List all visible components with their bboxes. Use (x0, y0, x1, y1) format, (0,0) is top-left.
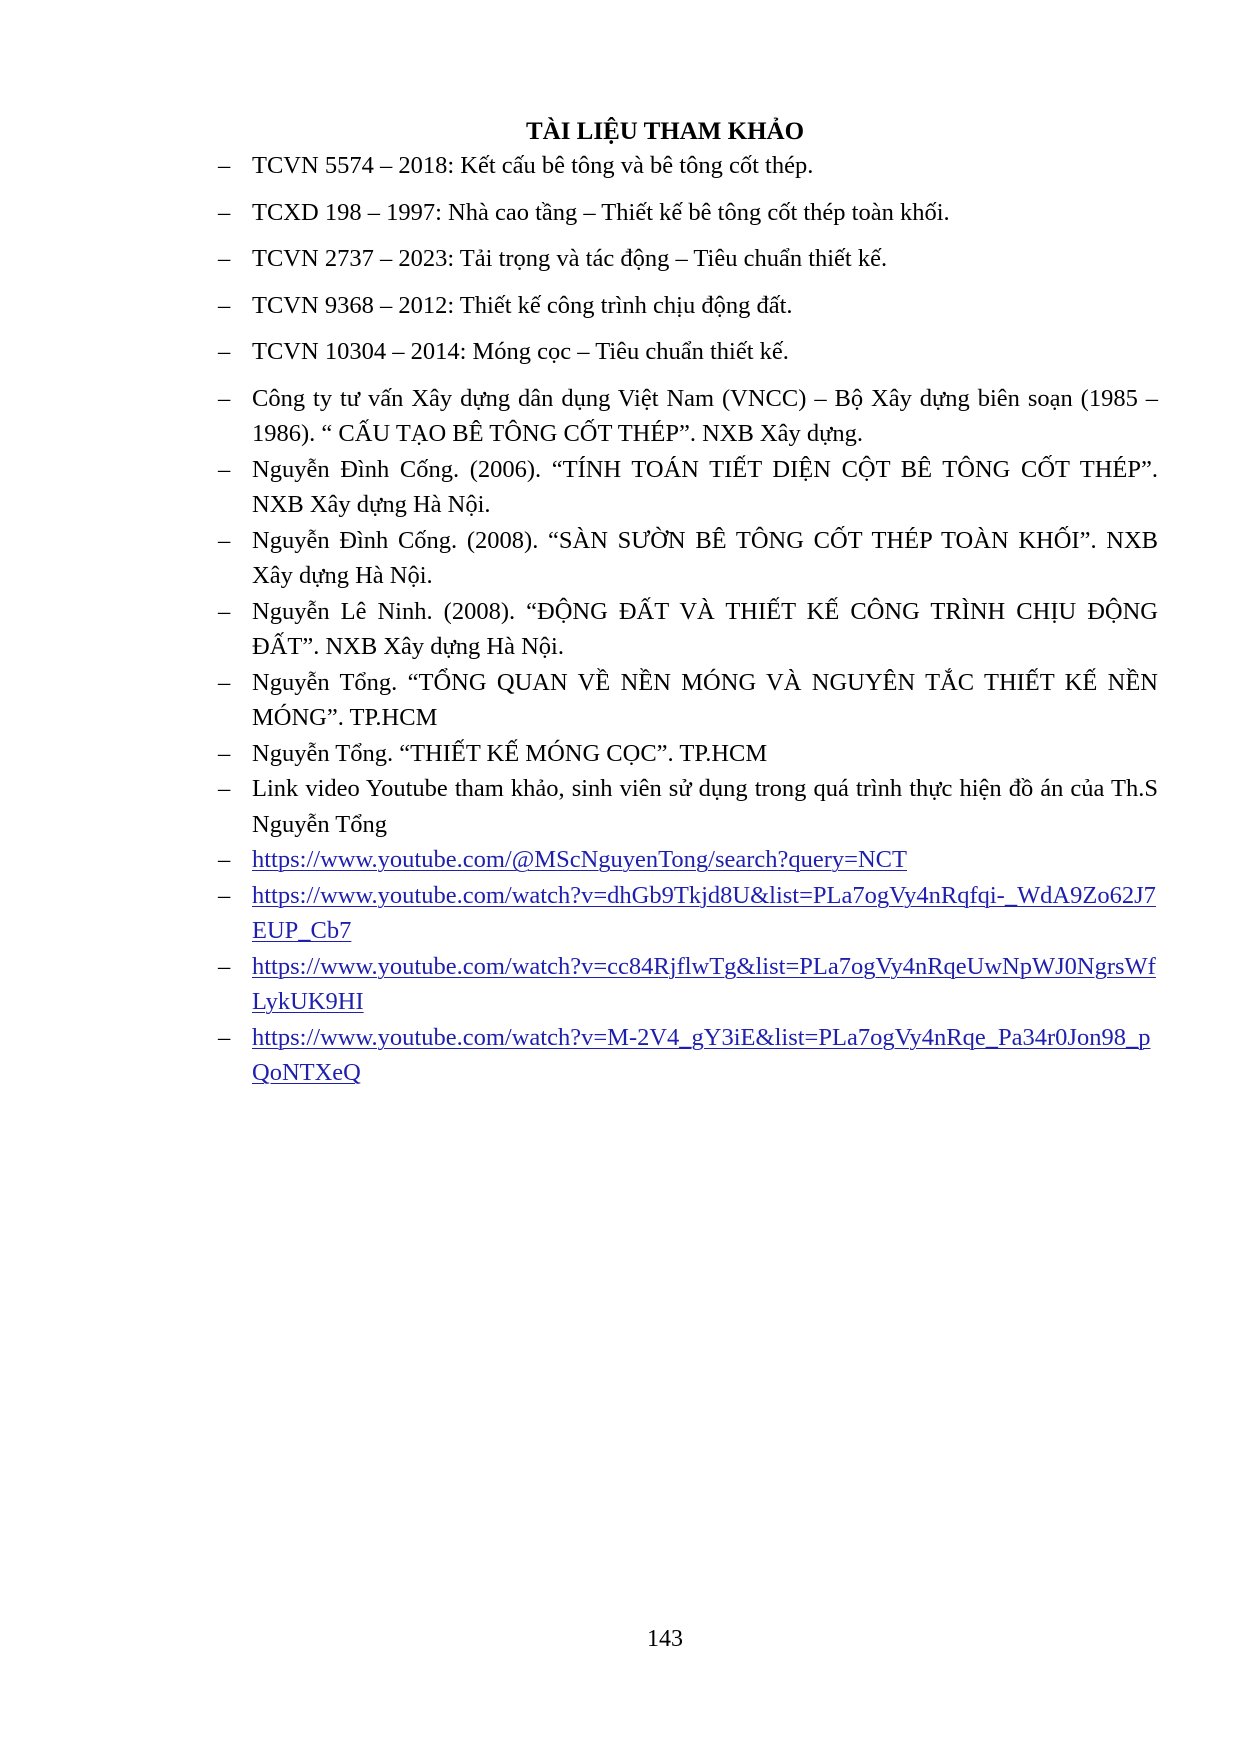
page-number: 143 (647, 1626, 683, 1652)
reference-item (218, 452, 1158, 523)
bullet-dash: – (218, 526, 231, 554)
reference-list (218, 148, 1158, 1091)
reference-item (218, 594, 1158, 665)
bullet-dash: – (218, 775, 231, 802)
bullet-dash: – (218, 1023, 231, 1051)
reference-item (218, 195, 1158, 231)
bullet-dash: – (218, 952, 231, 980)
reference-text: TCVN 2737 – 2023: Tải trọng và tác động – Tiêu chuẩn thiết kế. (252, 245, 888, 272)
reference-item (218, 523, 1158, 594)
reference-link-item (218, 949, 1158, 1020)
bullet-dash: – (218, 338, 231, 365)
bullet-dash: – (218, 881, 231, 909)
reference-item (218, 381, 1158, 452)
reference-item (218, 288, 1158, 324)
bullet-dash: – (218, 245, 231, 272)
reference-item (218, 736, 1158, 772)
bullet-dash: – (218, 668, 231, 696)
reference-item (218, 665, 1158, 736)
youtube-link[interactable]: https://www.youtube.com/watch?v=dhGb9Tkjd8U&list=PLa7ogVy4nRqfqi-_WdA9Zo62J7EUP_Cb7 (252, 881, 1156, 944)
bullet-dash: – (218, 739, 231, 767)
reference-text: Công ty tư vấn Xây dựng dân dụng Việt Nam (VNCC) – Bộ Xây dựng biên soạn (1985 – 1986). “ CẤU TẠO BÊ TÔNG CỐT THÉP”. NXB Xây dựng. (252, 384, 1158, 447)
reference-text: TCVN 10304 – 2014: Móng cọc – Tiêu chuẩn thiết kế. (252, 338, 789, 365)
bullet-dash: – (218, 846, 231, 873)
bullet-dash: – (218, 597, 231, 625)
bullet-dash: – (218, 291, 231, 319)
reference-link-item (218, 842, 1158, 878)
reference-text: Link video Youtube tham khảo, sinh viên sử dụng trong quá trình thực hiện đồ án của Th.S Nguyễn Tổng (252, 775, 1158, 838)
reference-text: TCVN 5574 – 2018: Kết cấu bê tông và bê tông cốt thép. (252, 152, 814, 179)
bullet-dash: – (218, 198, 231, 226)
reference-text: TCXD 198 – 1997: Nhà cao tầng – Thiết kế bê tông cốt thép toàn khối. (252, 198, 950, 226)
reference-text: Nguyễn Tổng. “THIẾT KẾ MÓNG CỌC”. TP.HCM (252, 739, 768, 767)
youtube-link[interactable]: https://www.youtube.com/watch?v=M-2V4_gY3iE&list=PLa7ogVy4nRqe_Pa34r0Jon98_pQoNTXeQ (252, 1023, 1151, 1086)
youtube-link[interactable]: https://www.youtube.com/watch?v=cc84RjflwTg&list=PLa7ogVy4nRqeUwNpWJ0NgrsWfLykUK9HI (252, 952, 1156, 1015)
reference-text: TCVN 9368 – 2012: Thiết kế công trình chịu động đất. (252, 291, 793, 319)
reference-text: Nguyễn Lê Ninh. (2008). “ĐỘNG ĐẤT VÀ THIẾT KẾ CÔNG TRÌNH CHỊU ĐỘNG ĐẤT”. NXB Xây dựng Hà Nội. (252, 597, 1158, 660)
page-title: TÀI LIỆU THAM KHẢO (525, 118, 805, 145)
reference-item (218, 148, 1158, 184)
bullet-dash: – (218, 455, 231, 483)
reference-text: Nguyễn Đình Cống. (2006). “TÍNH TOÁN TIẾT DIỆN CỘT BÊ TÔNG CỐT THÉP”. NXB Xây dựng Hà Nội. (252, 455, 1158, 518)
reference-link-item (218, 878, 1158, 949)
reference-item (218, 771, 1158, 842)
youtube-link[interactable]: https://www.youtube.com/@MScNguyenTong/search?query=NCT (252, 846, 907, 873)
reference-text: Nguyễn Đình Cống. (2008). “SÀN SƯỜN BÊ TÔNG CỐT THÉP TOÀN KHỐI”. NXB Xây dựng Hà Nội. (252, 526, 1158, 589)
reference-link-item (218, 1020, 1158, 1091)
reference-item (218, 334, 1158, 370)
reference-item (218, 241, 1158, 277)
reference-text: Nguyễn Tổng. “TỔNG QUAN VỀ NỀN MÓNG VÀ NGUYÊN TẮC THIẾT KẾ NỀN MÓNG”. TP.HCM (252, 668, 1158, 731)
bullet-dash: – (218, 152, 231, 179)
bullet-dash: – (218, 384, 231, 412)
